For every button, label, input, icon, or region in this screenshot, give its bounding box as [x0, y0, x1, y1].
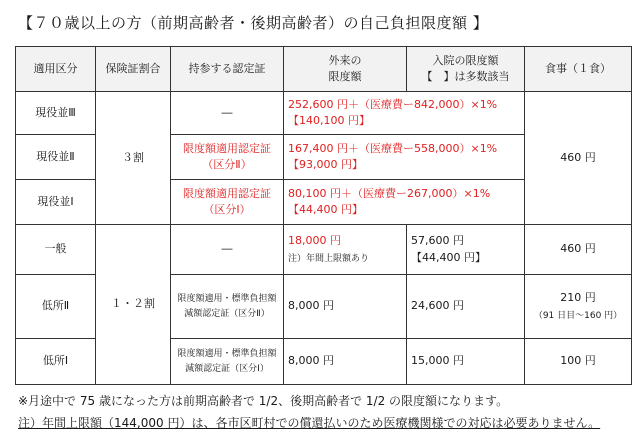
header-ratio: 保険証割合 — [96, 47, 171, 92]
category-cell: 低所Ⅱ — [16, 275, 96, 339]
page-title: 【７０歳以上の方（前期高齢者・後期高齢者）の自己負担限度額 】 — [18, 14, 489, 32]
footnote-annual-limit: 注）年間上限額（144,000 円）は、各市区町村での償還払いのため医療機関様での対応は必要ありません。 — [18, 416, 601, 430]
outpatient-cell: 18,000 円 注）年間上限額あり — [284, 225, 407, 275]
outpatient-cell: 8,000 円 — [284, 339, 407, 385]
table-row — [16, 225, 632, 275]
ratio-cell: １・２割 — [96, 225, 171, 385]
category-cell: 一般 — [16, 225, 96, 275]
header-meal: 食事（１食） — [525, 47, 632, 92]
certificate-cell: ― — [171, 225, 284, 275]
ratio-cell: ３割 — [96, 92, 171, 225]
limit-cell: 167,400 円＋（医療費ー558,000）×1% 【93,000 円】 — [284, 135, 525, 180]
table-row — [16, 92, 632, 135]
certificate-cell: 限度額適用認定証 （区分Ⅰ） — [171, 180, 284, 225]
certificate-cell: ― — [171, 92, 284, 135]
footnote-age: ※月途中で 75 歳になった方は前期高齢者で 1/2、後期高齢者で 1/2 の限度額になります。 — [18, 394, 509, 408]
outpatient-cell: 8,000 円 — [284, 275, 407, 339]
inpatient-cell: 15,000 円 — [407, 339, 525, 385]
limit-cell: 252,600 円＋（医療費ー842,000）×1% 【140,100 円】 — [284, 92, 525, 135]
certificate-cell: 限度額適用認定証 （区分Ⅱ） — [171, 135, 284, 180]
table-header-row — [16, 47, 632, 92]
certificate-cell: 限度額適用・標準負担額 減額認定証（区分Ⅰ） — [171, 339, 284, 385]
copay-limit-table — [15, 46, 632, 385]
meal-cell: 210 円 （91 日目～160 円） — [525, 275, 632, 339]
meal-cell: 460 円 — [525, 225, 632, 275]
limit-cell: 80,100 円＋（医療費ー267,000）×1% 【44,400 円】 — [284, 180, 525, 225]
certificate-cell: 限度額適用・標準負担額 減額認定証（区分Ⅱ） — [171, 275, 284, 339]
header-certificate: 持参する認定証 — [171, 47, 284, 92]
inpatient-cell: 24,600 円 — [407, 275, 525, 339]
category-cell: 現役並Ⅰ — [16, 180, 96, 225]
meal-cell: 100 円 — [525, 339, 632, 385]
category-cell: 低所Ⅰ — [16, 339, 96, 385]
header-outpatient: 外来の 限度額 — [284, 47, 407, 92]
category-cell: 現役並Ⅲ — [16, 92, 96, 135]
header-inpatient: 入院の限度額 【 】は多数該当 — [407, 47, 525, 92]
category-cell: 現役並Ⅱ — [16, 135, 96, 180]
meal-cell: 460 円 — [525, 92, 632, 225]
header-category: 適用区分 — [16, 47, 96, 92]
inpatient-cell: 57,600 円 【44,400 円】 — [407, 225, 525, 275]
